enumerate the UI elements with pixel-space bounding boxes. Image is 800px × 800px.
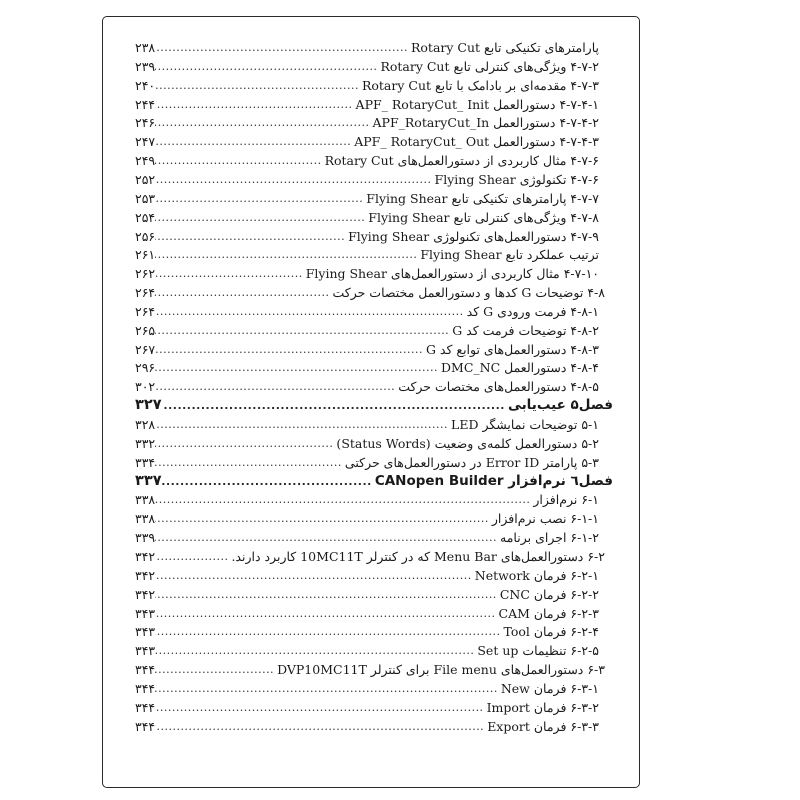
toc-entry-title: ۴-۷-۳ مقدمه‌ای بر بادامک با تابع Rotary Cut — [361, 77, 599, 93]
toc-entry-title: ۴-۷-۲ ویژگی‌های کنترلی تابع Rotary Cut — [380, 58, 599, 74]
dot-leader — [155, 509, 489, 528]
dot-leader — [155, 641, 474, 660]
toc-entry-title: ۶-۱-۲ اجرای برنامه — [500, 530, 599, 546]
toc-entry-title: ۶-۲-۵ تنظیمات Set up — [477, 643, 599, 659]
toc-entry-title: ۴-۸ توضیحات G کدها و دستورالعمل مختصات حرکت — [332, 285, 605, 301]
toc-entry-title: ۶-۲ دستورالعمل‌های Menu Bar که در کنترلر 10MC11T کاربرد دارند. — [231, 548, 605, 564]
dot-leader — [155, 321, 449, 340]
toc-entry[interactable] — [135, 321, 599, 340]
toc-entry-page: ۲۳۹ — [135, 58, 156, 74]
toc-entry[interactable] — [135, 95, 599, 114]
toc-entry-title: ترتیب عملکرد تابع Flying Shear — [420, 247, 599, 263]
dot-leader — [155, 151, 321, 170]
dot-leader — [155, 566, 472, 585]
dot-leader — [155, 453, 342, 472]
dot-leader — [155, 679, 498, 698]
toc-entry[interactable] — [135, 245, 599, 264]
dot-leader — [155, 717, 484, 736]
dot-leader — [155, 585, 497, 604]
toc-entry-page: ۳۳۲ — [135, 435, 156, 451]
toc-entry[interactable] — [135, 113, 599, 132]
dot-leader — [155, 264, 303, 283]
toc-entry-page: ۳۰۲ — [135, 379, 156, 395]
toc-entry-title: ۴-۷-۱۰ مثال کاربردی از دستورالعمل‌های Flying Shear — [305, 266, 599, 282]
dot-leader — [155, 38, 408, 57]
toc-entry[interactable] — [135, 528, 599, 547]
toc-entry[interactable] — [135, 377, 599, 396]
toc-entry-title: ۴-۸-۵ دستورالعمل‌های مختصات حرکت — [398, 379, 599, 395]
toc-entry-page: ۲۶۷ — [135, 341, 156, 357]
toc-entry[interactable] — [135, 509, 599, 528]
toc-entry-title: ۴-۸-۳ دستورالعمل‌های توابع کد G — [425, 341, 599, 357]
toc-entry[interactable] — [135, 283, 605, 302]
toc-entry-page: ۲۶۴ — [135, 303, 156, 319]
toc-entry-title: ۶-۳-۱ فرمان New — [500, 680, 599, 696]
toc-entry-page: ۳۲۸ — [135, 417, 156, 432]
toc-entry-page: ۳۴۴ — [135, 662, 156, 678]
toc-entry-page: ۳۲۷ — [135, 397, 162, 414]
toc-entry-page: ۲۳۸ — [135, 40, 156, 55]
toc-entry-title: ۴-۷-۴-۲ دستورالعمل APF_RotaryCut_In — [372, 115, 599, 131]
toc-entry-title: ۶-۲-۱ فرمان Network — [474, 567, 599, 583]
dot-leader — [155, 358, 438, 377]
toc-entry-title: ۵-۲ دستورالعمل کلمه‌ی وضعیت (Status Words) — [336, 435, 599, 451]
dot-leader — [155, 227, 345, 246]
toc-entry-page: ۳۳۸ — [135, 511, 156, 527]
toc-entry-page: ۳۴۲ — [135, 567, 156, 583]
toc-entry[interactable] — [135, 698, 599, 717]
toc-entry-page: ۳۳۷ — [135, 472, 162, 489]
toc-entry-title: ۶-۲-۲ فرمان CNC — [499, 586, 599, 602]
toc-entry[interactable] — [135, 264, 599, 283]
toc-entry-page: ۳۴۴ — [135, 699, 156, 715]
toc-entry-title: ۵-۱ توضیحات نمایشگر LED — [451, 417, 599, 432]
toc-entry-title: ۶-۳ دستورالعمل‌های File menu برای کنترلر DVP10MC11T — [277, 662, 605, 678]
toc-entry-title: ۴-۸-۱ فرمت ورودی G کد — [466, 303, 599, 319]
dot-leader — [155, 340, 423, 359]
dot-leader — [155, 622, 500, 641]
toc-entry-page: ۳۴۳ — [135, 643, 156, 659]
toc-entry[interactable] — [135, 434, 599, 453]
toc-entry-page: ۳۴۳ — [135, 605, 156, 621]
toc-entry-page: ۲۹۶ — [135, 360, 156, 376]
toc-entry-title: ۵-۳ پارامتر Error ID در دستورالعمل‌های حرکتی — [344, 454, 599, 470]
toc-frame — [102, 16, 640, 788]
toc-entry-page: ۳۴۲ — [135, 586, 156, 602]
dot-leader — [162, 396, 505, 415]
toc-entry-title: ۶-۱ نرم‌افزار — [533, 492, 599, 508]
toc-entry-title: پارامترهای تکنیکی تابع Rotary Cut — [411, 40, 599, 55]
toc-entry[interactable] — [135, 566, 599, 585]
toc-entry-title: ۴-۷-۸ ویژگی‌های کنترلی تابع Flying Shear — [368, 209, 599, 225]
toc-entry-title: ۶-۱-۱ نصب نرم‌افزار — [491, 511, 599, 527]
toc-entry-page: ۲۵۶ — [135, 228, 156, 244]
toc-entry-title: ۴-۸-۴ دستورالعمل DMC_NC — [441, 360, 599, 376]
toc-entry-page: ۲۴۴ — [135, 96, 156, 112]
toc-entry-title: ۶-۳-۳ فرمان Export — [487, 718, 599, 734]
toc-entry[interactable] — [135, 76, 599, 95]
toc-entry[interactable] — [135, 604, 599, 623]
toc-entry-page: ۲۴۹ — [135, 153, 156, 169]
toc-entry-page: ۲۴۷ — [135, 134, 156, 150]
dot-leader — [155, 415, 448, 434]
toc-entry-title: فصل۵ عیب‌یابی — [507, 397, 613, 414]
dot-leader — [155, 132, 351, 151]
dot-leader — [155, 76, 359, 95]
toc-entry-page: ۳۳۸ — [135, 492, 156, 508]
toc-entry-page: ۳۴۴ — [135, 680, 156, 696]
dot-leader — [155, 170, 431, 189]
toc-entry-title: ۴-۷-۴-۳ دستورالعمل APF_ RotaryCut_ Out — [354, 134, 599, 150]
dot-leader — [155, 434, 333, 453]
toc-entry-page: ۳۳۴ — [135, 454, 156, 470]
toc-entry-title: ۴-۸-۲ توضیحات فرمت کد G — [452, 322, 599, 338]
toc-entry-page: ۲۵۳ — [135, 190, 156, 206]
dot-leader — [155, 113, 369, 132]
toc-entry-title: ۴-۷-۹ دستورالعمل‌های تکنولوژی Flying Shear — [348, 228, 599, 244]
toc-entry-page: ۲۶۱ — [135, 247, 156, 263]
toc-entry[interactable] — [135, 660, 605, 679]
toc-list — [103, 17, 639, 787]
toc-entry[interactable] — [135, 717, 599, 736]
toc-entry[interactable] — [135, 57, 599, 76]
dot-leader — [155, 377, 395, 396]
toc-entry[interactable] — [135, 358, 599, 377]
toc-entry[interactable] — [135, 208, 599, 227]
dot-leader — [155, 660, 274, 679]
dot-leader — [155, 245, 417, 264]
toc-entry[interactable] — [135, 340, 599, 359]
toc-entry[interactable] — [135, 302, 599, 321]
toc-entry-title: ۴-۷-۴-۱ دستورالعمل APF_ RotaryCut_ Init — [355, 96, 599, 112]
dot-leader — [155, 698, 483, 717]
toc-entry[interactable] — [135, 547, 605, 566]
toc-entry-page: ۳۴۲ — [135, 548, 156, 564]
toc-chapter-heading[interactable] — [135, 396, 613, 415]
toc-entry[interactable] — [135, 38, 599, 57]
toc-entry[interactable] — [135, 679, 599, 698]
dot-leader — [155, 547, 228, 566]
dot-leader — [162, 472, 372, 491]
toc-entry-page: ۲۶۲ — [135, 266, 156, 282]
toc-entry-page: ۲۶۴ — [135, 285, 156, 301]
toc-entry-title: فصل٦ نرم‌افزار CANopen Builder — [374, 472, 613, 489]
toc-entry-title: ۶-۳-۲ فرمان Import — [486, 699, 599, 715]
toc-entry[interactable] — [135, 227, 599, 246]
toc-entry-title: ۴-۷-۷ پارامترهای تکنیکی تابع Flying Shear — [366, 190, 599, 206]
toc-entry[interactable] — [135, 151, 599, 170]
dot-leader — [155, 283, 329, 302]
dot-leader — [155, 189, 363, 208]
toc-entry-page: ۳۴۴ — [135, 718, 156, 734]
toc-entry[interactable] — [135, 490, 599, 509]
toc-entry[interactable] — [135, 585, 599, 604]
toc-entry[interactable] — [135, 170, 599, 189]
dot-leader — [155, 604, 495, 623]
toc-entry-page: ۲۶۵ — [135, 322, 156, 338]
toc-entry-page: ۲۴۰ — [135, 77, 156, 93]
toc-entry-page: ۲۵۲ — [135, 171, 156, 187]
dot-leader — [155, 528, 497, 547]
toc-entry[interactable] — [135, 641, 599, 660]
toc-entry[interactable] — [135, 622, 599, 641]
dot-leader — [155, 208, 365, 227]
toc-entry-page: ۳۳۹ — [135, 530, 156, 546]
toc-entry-page: ۳۴۳ — [135, 624, 156, 640]
toc-entry-title: ۴-۷-۶ مثال کاربردی از دستورالعمل‌های Rotary Cut — [324, 153, 599, 169]
dot-leader — [155, 302, 464, 321]
toc-entry-title: ۶-۲-۳ فرمان CAM — [498, 605, 599, 621]
toc-entry[interactable] — [135, 189, 599, 208]
toc-entry[interactable] — [135, 453, 599, 472]
toc-entry[interactable] — [135, 415, 599, 434]
toc-entry[interactable] — [135, 132, 599, 151]
toc-entry-page: ۲۵۴ — [135, 209, 156, 225]
dot-leader — [155, 95, 352, 114]
toc-entry-title: ۴-۷-۶ تکنولوژی Flying Shear — [434, 171, 599, 187]
dot-leader — [155, 490, 530, 509]
toc-entry-page: ۲۴۶ — [135, 115, 156, 131]
dot-leader — [155, 57, 377, 76]
toc-entry-title: ۶-۲-۴ فرمان Tool — [503, 624, 599, 640]
toc-chapter-heading[interactable] — [135, 472, 613, 491]
